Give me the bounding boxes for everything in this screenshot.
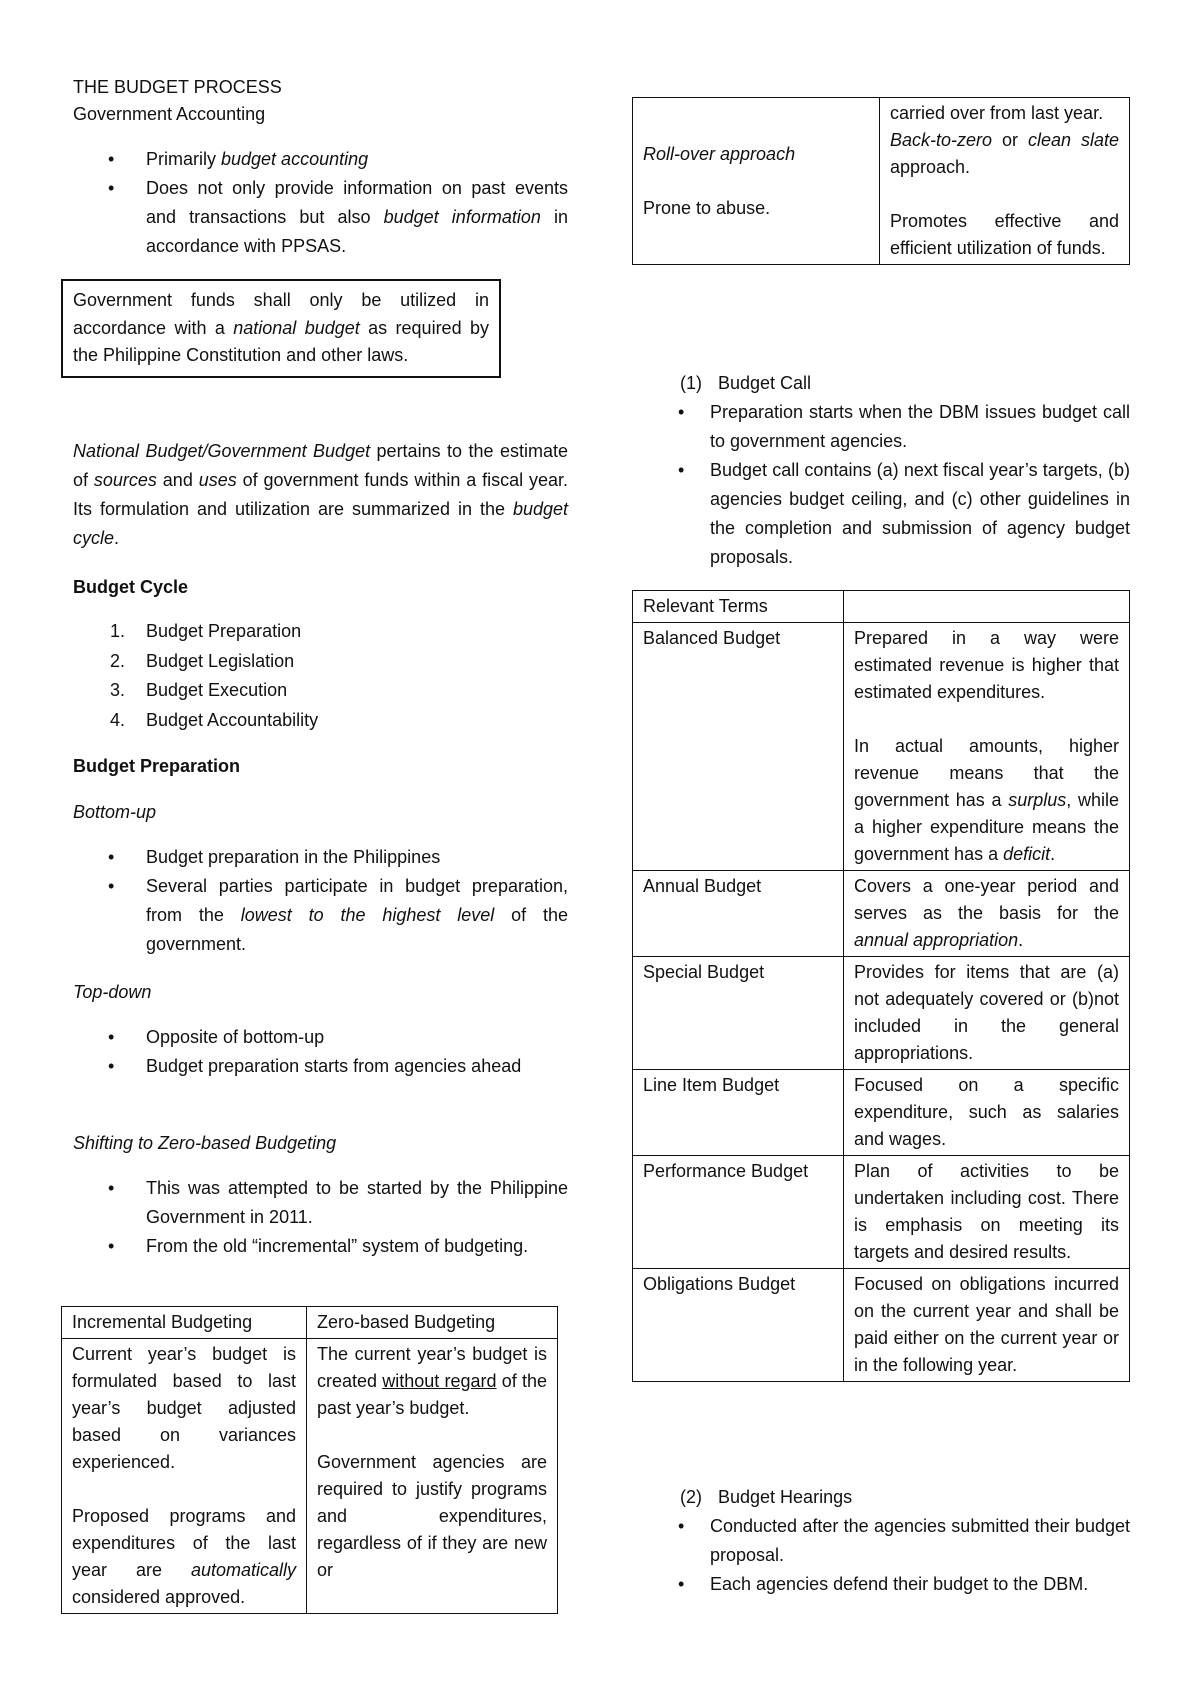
section-heading-government-accounting: Government Accounting [73, 104, 266, 124]
definition-cell: Focused on a specific expenditure, such as salaries and wages. [844, 1070, 1130, 1156]
table-row [633, 1269, 1130, 1382]
budget-preparation-heading: Budget Preparation [73, 756, 241, 776]
bottom-up-subheading: Bottom-up [73, 802, 157, 822]
zero-based-cell: The current year’s budget is created without regard of the past year’s budget. Government agencies are required to justify programs and expenditures, regardless of if they are new or [307, 1339, 558, 1614]
rollover-cell: Roll-over approach Prone to abuse. [633, 98, 880, 265]
back-to-zero-cell: carried over from last year. Back-to-zero or clean slate approach. Promotes effective and efficient utilization of funds. [880, 98, 1130, 265]
zero-based-subheading: Shifting to Zero-based Budgeting [73, 1133, 337, 1153]
table-header-zero-based: Zero-based Budgeting [307, 1307, 558, 1339]
constitution-note-box: Government funds shall only be utilized in accordance with a national budget as required by the Philippine Constitution and other laws. [61, 279, 501, 378]
list-item: • Each agencies defend their budget to the DBM. [678, 1574, 1089, 1594]
top-down-list [73, 1023, 568, 1081]
table-row [633, 1070, 1130, 1156]
budget-cycle-list [73, 617, 568, 735]
list-item: 1. Budget Preparation [110, 621, 302, 641]
table-row [633, 871, 1130, 957]
list-item: • Does not only provide information on past events and transactions but also budget information in accordance with PPSAS. [108, 178, 568, 256]
approach-table [632, 97, 1130, 265]
list-item: 3. Budget Execution [110, 680, 288, 700]
definition-cell: Plan of activities to be undertaken including cost. There is emphasis on meeting its targets and desired results. [844, 1156, 1130, 1269]
definition-cell: Focused on obligations incurred on the current year and shall be paid either on the current year or in the following year. [844, 1269, 1130, 1382]
list-item: • Conducted after the agencies submitted their budget proposal. [678, 1516, 1130, 1565]
budget-hearings-list [632, 1512, 1130, 1599]
budget-call-list [632, 398, 1130, 572]
table-row [633, 98, 1130, 265]
terms-header: Relevant Terms [633, 591, 844, 623]
list-item: • Budget preparation in the Philippines [108, 847, 441, 867]
table-header-incremental: Incremental Budgeting [62, 1307, 307, 1339]
table-row [633, 957, 1130, 1070]
zero-based-list [73, 1174, 568, 1261]
terms-header-empty [844, 591, 1130, 623]
relevant-terms-table [632, 590, 1130, 1382]
gov-accounting-list [73, 145, 568, 261]
list-item: • Several parties participate in budget preparation, from the lowest to the highest level of the government. [108, 876, 569, 954]
term-cell: Obligations Budget [633, 1269, 844, 1382]
term-cell: Performance Budget [633, 1156, 844, 1269]
top-down-subheading: Top-down [73, 982, 152, 1002]
list-item: 4. Budget Accountability [110, 709, 319, 730]
bottom-up-list [73, 843, 568, 959]
table-row [62, 1307, 558, 1339]
definition-cell: Prepared in a way were estimated revenue is higher that estimated expenditures. In actual amounts, higher revenue means that the government has a surplus, while a higher expenditure means the government has a deficit. [844, 623, 1130, 871]
list-item: • Budget preparation starts from agencies ahead [108, 1056, 522, 1076]
budget-hearings-heading: (2) Budget Hearings [680, 1487, 853, 1507]
list-item: • This was attempted to be started by the Philippine Government in 2011. [108, 1178, 568, 1227]
budget-call-heading: (1) Budget Call [680, 373, 812, 393]
table-row [62, 1339, 558, 1614]
term-cell: Balanced Budget [633, 623, 844, 871]
list-item: 2. Budget Legislation [110, 650, 295, 671]
budget-cycle-heading: Budget Cycle [73, 577, 189, 597]
national-budget-paragraph: National Budget/Government Budget pertains to the estimate of sources and uses of government funds within a fiscal year. Its formulation and utilization are summarized in the budget cycle. [73, 441, 568, 548]
list-item: • Budget call contains (a) next fiscal year’s targets, (b) agencies budget ceiling, and (c) other guidelines in the completion and submission of agency budget proposals. [678, 460, 1130, 567]
table-row [633, 591, 1130, 623]
table-row [633, 1156, 1130, 1269]
list-item: • Preparation starts when the DBM issues budget call to government agencies. [678, 402, 1130, 451]
list-item: • From the old “incremental” system of budgeting. [108, 1236, 529, 1256]
definition-cell: Provides for items that are (a) not adequately covered or (b)not included in the general appropriations. [844, 957, 1130, 1070]
term-cell: Special Budget [633, 957, 844, 1070]
list-item: • Opposite of bottom-up [108, 1027, 325, 1047]
budgeting-comparison-table [61, 1306, 558, 1614]
term-cell: Annual Budget [633, 871, 844, 957]
table-row [633, 623, 1130, 871]
doc-title: THE BUDGET PROCESS [73, 77, 282, 97]
list-item: • Primarily budget accounting [108, 149, 369, 169]
incremental-cell: Current year’s budget is formulated based to last year’s budget adjusted based on variances experienced. Proposed programs and expenditures of the last year are automatically considered approved. [62, 1339, 307, 1614]
term-cell: Line Item Budget [633, 1070, 844, 1156]
definition-cell: Covers a one-year period and serves as the basis for the annual appropriation. [844, 871, 1130, 957]
